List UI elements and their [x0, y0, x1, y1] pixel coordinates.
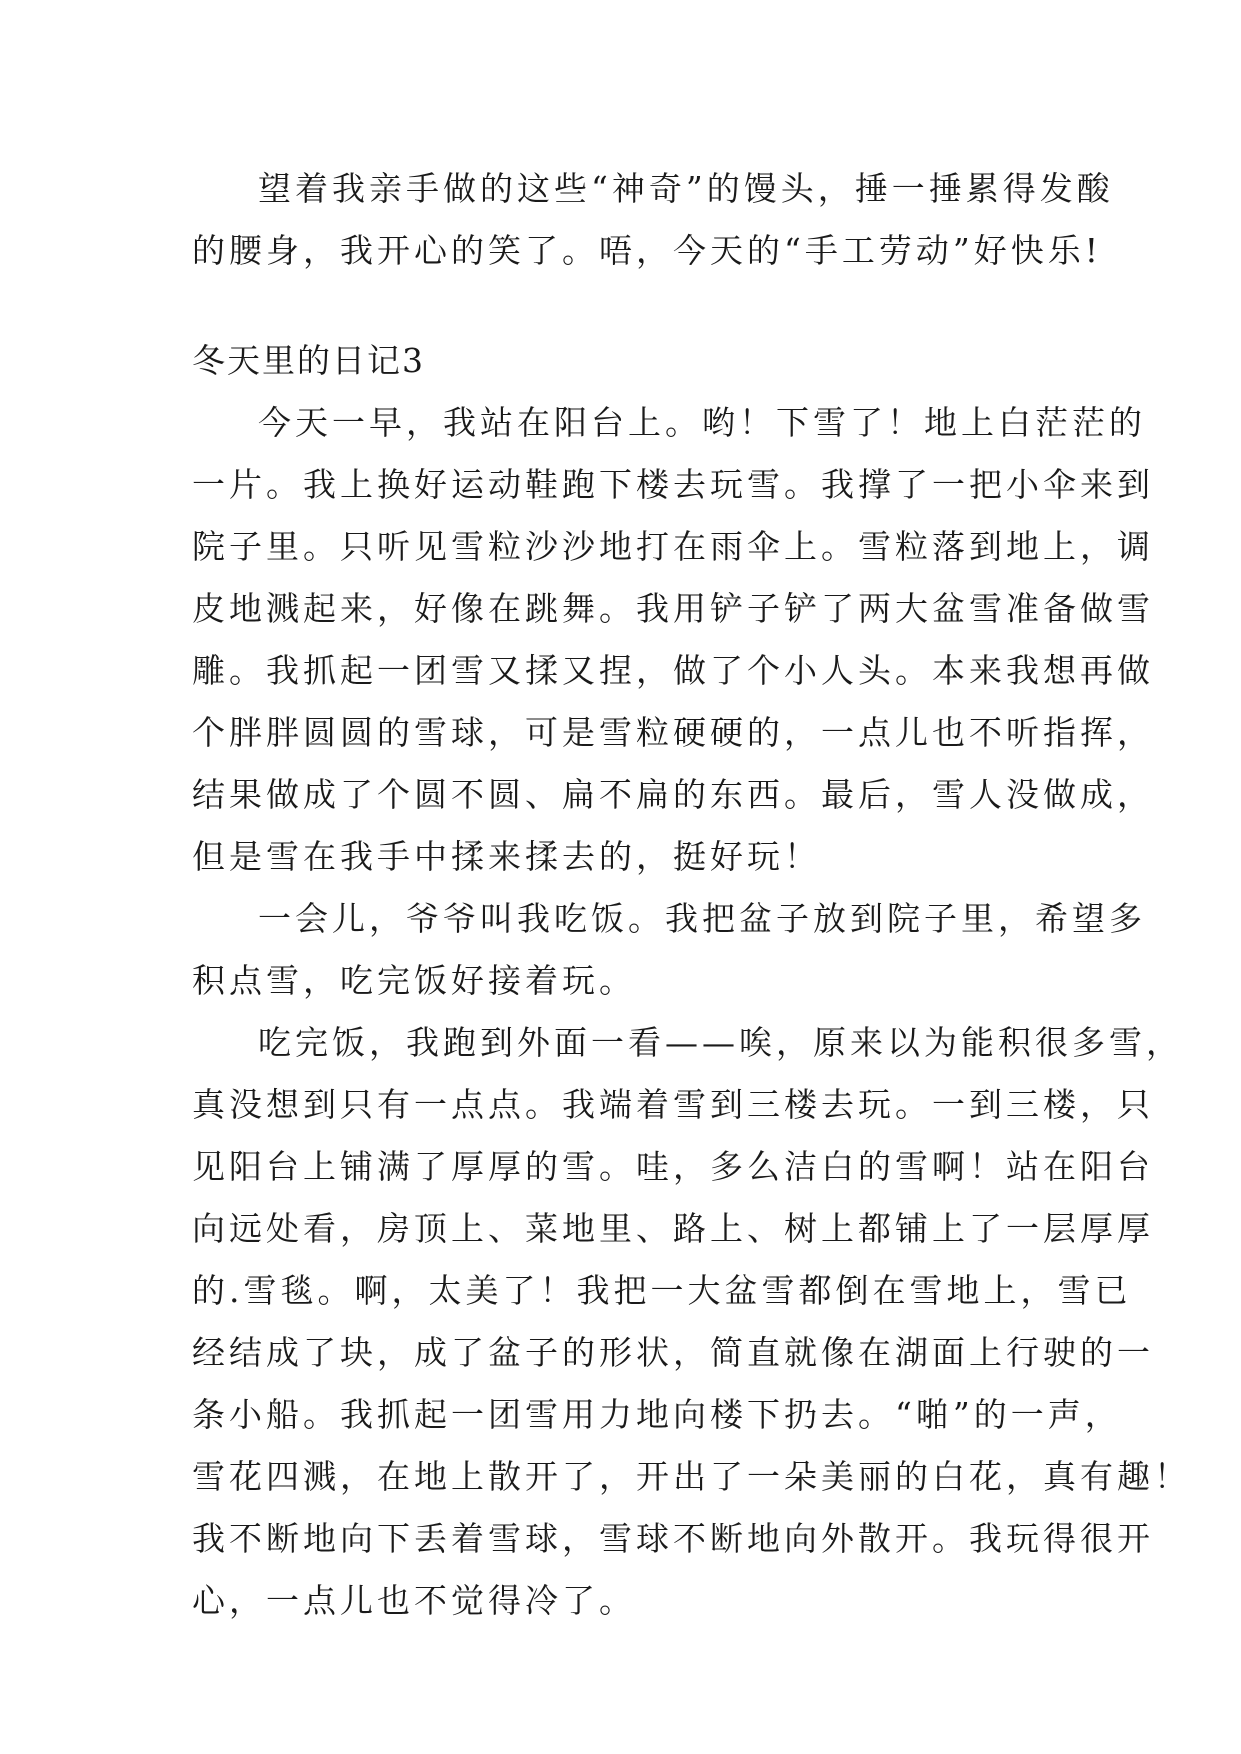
- paragraph-line: 个胖胖圆圆的雪球，可是雪粒硬硬的，一点儿也不听指挥，: [192, 713, 1154, 752]
- paragraph-line: 望着我亲手做的这些“神奇”的馒头，捶一捶累得发酸: [258, 169, 1114, 208]
- section-title: 冬天里的日记3: [192, 341, 425, 380]
- section-gap: [192, 282, 1062, 330]
- paragraph-line: 皮地溅起来，好像在跳舞。我用铲子铲了两大盆雪准备做雪: [192, 589, 1154, 628]
- paragraph-line: 经结成了块，成了盆子的形状，简直就像在湖面上行驶的一: [192, 1333, 1154, 1372]
- paragraph-line: 一片。我上换好运动鞋跑下楼去玩雪。我撑了一把小伞来到: [192, 465, 1154, 504]
- paragraph-line: 见阳台上铺满了厚厚的雪。哇，多么洁白的雪啊！站在阳台: [192, 1147, 1154, 1186]
- paragraph-line: 院子里。只听见雪粒沙沙地打在雨伞上。雪粒落到地上，调: [192, 527, 1154, 566]
- paragraph-line: 我不断地向下丢着雪球，雪球不断地向外散开。我玩得很开: [192, 1519, 1154, 1558]
- paragraph-line: 的.雪毯。啊，太美了！我把一大盆雪都倒在雪地上，雪已: [192, 1271, 1132, 1310]
- paragraph-line: 心，一点儿也不觉得冷了。: [192, 1581, 636, 1620]
- paragraph-1: [192, 158, 1114, 282]
- paragraph-line: 雪花四溅，在地上散开了，开出了一朵美丽的白花，真有趣！: [192, 1457, 1191, 1496]
- paragraph-line: 向远处看，房顶上、菜地里、路上、树上都铺上了一层厚厚: [192, 1209, 1154, 1248]
- paragraph-line: 的腰身，我开心的笑了。唔，今天的“手工劳动”好快乐!: [192, 231, 1103, 270]
- paragraph-2: [192, 392, 1154, 888]
- paragraph-line: 积点雪，吃完饭好接着玩。: [192, 961, 636, 1000]
- paragraph-line: 今天一早，我站在阳台上。哟！下雪了！地上白茫茫的: [258, 403, 1146, 442]
- paragraph-line: 结果做成了个圆不圆、扁不扁的东西。最后，雪人没做成，: [192, 775, 1154, 814]
- paragraph-line: 条小船。我抓起一团雪用力地向楼下扔去。“啪”的一声，: [192, 1395, 1122, 1434]
- paragraph-line: 吃完饭，我跑到外面一看——唉，原来以为能积很多雪，: [258, 1023, 1183, 1062]
- paragraph-line: 真没想到只有一点点。我端着雪到三楼去玩。一到三楼，只: [192, 1085, 1154, 1124]
- document-page: [192, 158, 1191, 1632]
- paragraph-3: [192, 888, 1146, 1012]
- paragraph-line: 但是雪在我手中揉来揉去的，挺好玩！: [192, 837, 821, 876]
- paragraph-line: 一会儿，爷爷叫我吃饭。我把盆子放到院子里，希望多: [258, 899, 1146, 938]
- paragraph-4: [192, 1012, 1191, 1632]
- paragraph-line: 雕。我抓起一团雪又揉又捏，做了个小人头。本来我想再做: [192, 651, 1154, 690]
